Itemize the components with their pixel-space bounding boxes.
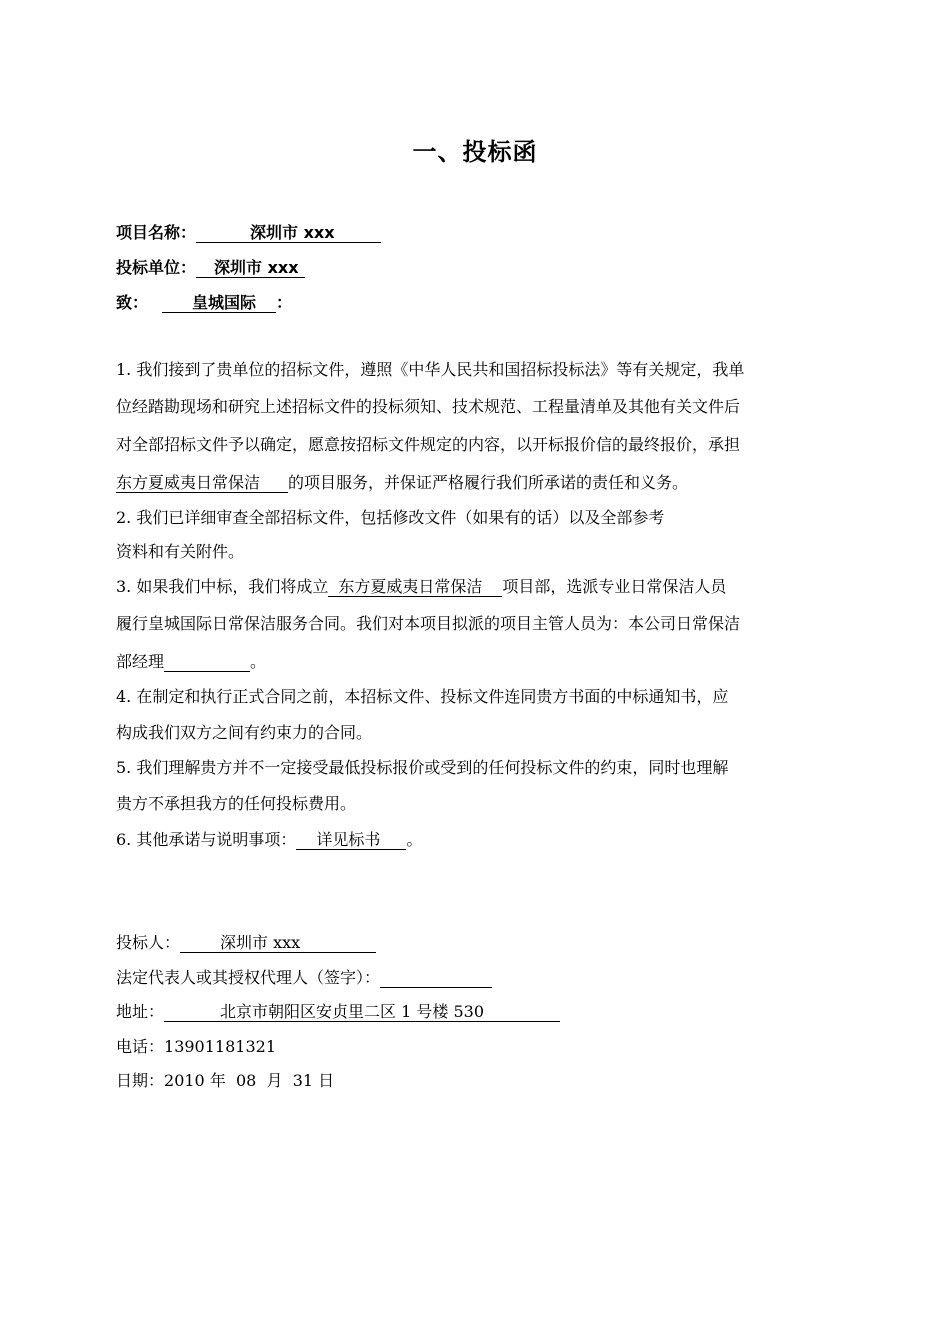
paragraph-1-line-4 [116,472,688,494]
addressee-value: 皇城国际 [192,293,257,312]
paragraph-3-line-1-end: 项目部，选派专业日常保洁人员 [502,577,727,596]
document-title: 一、投标函 [412,138,538,166]
bidder-unit-value: 深圳市 xxx [214,258,299,277]
paragraph-3-line-1-start: 3. 如果我们中标，我们将成立 [116,577,329,596]
paragraph-3-line-1 [116,576,726,598]
project-name-label: 项目名称： [116,223,197,242]
paragraph-1-line-2: 位经踏勘现场和研究上述招标文件的投标须知、技术规范、工程量清单及其他有关文件后 [116,397,741,416]
project-dept-underline [328,577,502,597]
addressee-value-underline [162,293,276,313]
service-name-underline [116,473,288,493]
phone-value: 13901181321 [164,1037,276,1056]
paragraph-2-line-1: 2. 我们已详细审查全部招标文件，包括修改文件（如果有的话）以及全部参考 [116,508,665,527]
phone-line [116,1036,276,1058]
signer-value: 深圳市 xxx [220,933,301,952]
signer-label: 投标人： [116,933,181,952]
paragraph-3-period: 。 [250,652,267,671]
date-value: 2010 年 08 月 31 日 [164,1071,335,1090]
paragraph-6-period: 。 [406,830,423,849]
signer-line [116,932,376,954]
address-label: 地址： [116,1002,165,1021]
address-underline [164,1002,560,1022]
paragraph-4-line-1: 4. 在制定和执行正式合同之前，本招标文件、投标文件连同贵方书面的中标通知书，应 [116,687,729,706]
project-dept-name: 东方夏威夷日常保洁 [338,577,483,596]
bidder-unit-value-underline [196,258,305,278]
service-name: 东方夏威夷日常保洁 [116,473,261,492]
paragraph-4-line-2: 构成我们双方之间有约束力的合同。 [116,723,373,742]
paragraph-5-line-2: 贵方不承担我方的任何投标费用。 [116,794,357,813]
address-value: 北京市朝阳区安贞里二区 1 号楼 530 [220,1002,484,1021]
manager-label: 部经理 [116,652,165,671]
phone-label: 电话： [116,1037,165,1056]
address-line [116,1001,560,1023]
paragraph-3-line-3 [116,651,266,673]
manager-blank [164,652,250,672]
project-name-value: 深圳市 xxx [250,223,335,242]
signer-underline [180,933,376,953]
bidder-unit-line [116,257,305,279]
paragraph-3-line-2: 履行皇城国际日常保洁服务合同。我们对本项目拟派的项目主管人员为：本公司日常保洁 [116,614,741,633]
legal-rep-label: 法定代表人或其授权代理人（签字）： [116,968,381,987]
paragraph-1-line-1: 1. 我们接到了贵单位的招标文件，遵照《中华人民共和国招标投标法》等有关规定，我单 [116,360,745,379]
legal-rep-line [116,967,492,989]
paragraph-5-line-1: 5. 我们理解贵方并不一定接受最低投标报价或受到的任何投标文件的约束，同时也理解 [116,758,729,777]
date-line [116,1070,334,1092]
bidder-unit-label: 投标单位： [116,258,197,277]
date-label: 日期： [116,1071,165,1090]
project-name-value-underline [196,223,381,243]
project-name-line [116,222,381,244]
addressee-colon: ： [276,293,293,312]
paragraph-1-line-3: 对全部招标文件予以确定，愿意按招标文件规定的内容，以开标报价信的最终报价，承担 [116,435,741,454]
other-commitments-underline [296,830,406,850]
addressee-line [116,292,292,314]
legal-rep-signature-blank [380,968,492,988]
paragraph-6-label: 6. 其他承诺与说明事项： [116,830,297,849]
other-commitments-value: 详见标书 [316,830,381,849]
paragraph-6 [116,829,422,851]
paragraph-2-line-2: 资料和有关附件。 [116,542,245,561]
paragraph-1-line-4-rest: 的项目服务，并保证严格履行我们所承诺的责任和义务。 [288,473,689,492]
addressee-label: 致： [116,293,149,312]
